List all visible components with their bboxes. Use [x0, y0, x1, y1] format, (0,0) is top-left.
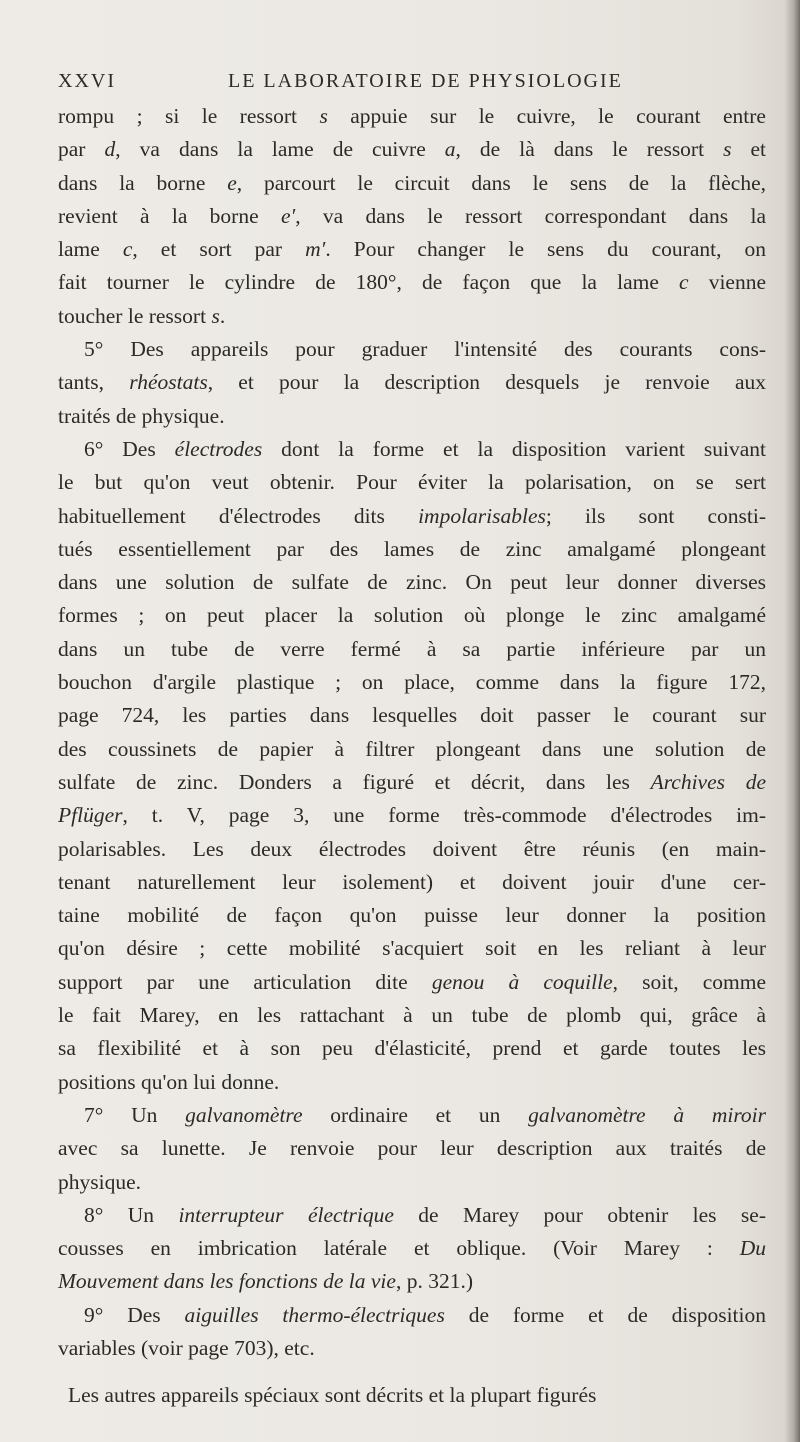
text-line [58, 566, 766, 599]
text-segment: tants, [58, 370, 130, 395]
running-title: LE LABORATOIRE DE PHYSIOLOGIE [228, 70, 623, 92]
italic-text: e [227, 170, 237, 195]
text-line [58, 633, 766, 666]
text-line [58, 1099, 766, 1132]
text-line [58, 1032, 766, 1065]
text-segment: cousses en imbrication latérale et oblique. (Voir Marey : [58, 1236, 740, 1261]
italic-text: genou à coquille [431, 969, 613, 994]
text-line [58, 1332, 766, 1365]
text-line [58, 233, 766, 266]
page-header [58, 70, 758, 100]
text-line [58, 666, 766, 699]
text-segment: , parcourt le circuit dans le sens de la flèche, [236, 170, 766, 195]
italic-text: c [679, 270, 689, 295]
text-line [58, 133, 766, 166]
text-segment: Les autres appareils spéciaux sont décrits et la plupart figurés [68, 1383, 597, 1408]
italic-text: s [211, 303, 220, 328]
text-line [58, 1379, 766, 1412]
text-segment: , va dans la lame de cuivre [115, 137, 445, 162]
italic-text: interrupteur électrique [178, 1202, 394, 1227]
text-line [58, 766, 766, 799]
text-line [58, 1132, 766, 1165]
italic-text: impolarisables [418, 503, 546, 528]
text-segment: ordinaire et un [302, 1102, 529, 1127]
text-segment: , de là dans le ressort [455, 137, 724, 162]
text-segment: , va dans le ressort correspondant dans la [295, 203, 766, 228]
text-line [58, 799, 766, 832]
italic-text: e′ [280, 203, 296, 228]
text-segment: traités de physique. [58, 403, 225, 428]
text-segment: 6° Des [84, 436, 175, 461]
text-line [58, 1265, 766, 1298]
text-line [58, 999, 766, 1032]
text-segment: , soit, comme [612, 969, 766, 994]
italic-text: galvanomètre [185, 1102, 303, 1127]
text-segment: toucher le ressort [58, 303, 212, 328]
text-line [58, 833, 766, 866]
italic-text: aiguilles thermo-électriques [184, 1302, 445, 1327]
text-segment: le but qu'on veut obtenir. Pour éviter la polarisation, on se sert [58, 470, 766, 495]
text-segment: 7° Un [84, 1102, 186, 1127]
text-line [58, 899, 766, 932]
text-line [58, 400, 766, 433]
text-segment: bouchon d'argile plastique ; on place, comme dans la figure 172, [58, 670, 766, 695]
body-text [58, 100, 766, 1413]
text-segment: rompu ; si le ressort [58, 104, 320, 128]
text-segment: 8° Un [84, 1202, 179, 1227]
text-segment: vienne [688, 270, 767, 295]
text-segment: 9° Des [84, 1302, 185, 1327]
text-line [58, 500, 766, 533]
text-segment: dans la borne [58, 170, 228, 195]
text-segment: appuie sur le cuivre, le courant entre [327, 104, 766, 128]
italic-text: s [319, 104, 328, 128]
text-line [58, 300, 766, 333]
page-edge-shadow [784, 0, 800, 1442]
text-segment: sa flexibilité et à son peu d'élasticité, prend et garde toutes les [58, 1036, 766, 1061]
text-line [58, 533, 766, 566]
text-line [58, 266, 766, 299]
text-line [58, 466, 766, 499]
text-line [58, 1299, 766, 1332]
italic-text: Du [739, 1236, 766, 1261]
text-segment: . Pour changer le sens du courant, on [325, 237, 766, 262]
text-line [58, 1166, 766, 1199]
text-segment: et [731, 137, 767, 162]
text-segment: variables (voir page 703), etc. [58, 1335, 315, 1360]
text-segment: fait tourner le cylindre de 180°, de façon que la lame [58, 270, 680, 295]
text-segment: polarisables. Les deux électrodes doivent être réunis (en main- [58, 836, 766, 861]
text-segment: , et pour la description desquels je renvoie aux [207, 370, 767, 395]
text-segment: , p. 321.) [395, 1269, 473, 1294]
text-line [58, 932, 766, 965]
text-line [58, 699, 766, 732]
text-line [58, 100, 766, 133]
text-line [58, 599, 766, 632]
text-segment: positions qu'on lui donne. [58, 1069, 280, 1094]
text-line [58, 433, 766, 466]
italic-text: électrodes [174, 436, 263, 461]
text-segment: sulfate de zinc. Donders a figuré et décrit, dans les [58, 769, 651, 794]
text-segment: habituellement d'électrodes dits [58, 503, 419, 528]
text-segment: page 724, les parties dans lesquelles doit passer le courant sur [58, 703, 766, 728]
text-line [58, 200, 766, 233]
text-segment: physique. [58, 1169, 142, 1194]
text-segment: , t. V, page 3, une forme très-commode d'électrodes im- [122, 803, 766, 828]
text-segment: taine mobilité de façon qu'on puisse leur donner la position [58, 903, 766, 928]
italic-text: c [122, 237, 133, 262]
text-line [58, 733, 766, 766]
text-segment: dans un tube de verre fermé à sa partie inférieure par un [58, 636, 766, 661]
text-segment: le fait Marey, en les rattachant à un tube de plomb qui, grâce à [58, 1003, 766, 1028]
text-segment: revient à la borne [58, 203, 281, 228]
text-segment: lame [58, 237, 123, 262]
text-segment: support par une articulation dite [58, 969, 432, 994]
italic-text: rhéostats [129, 370, 208, 395]
text-segment: qu'on désire ; cette mobilité s'acquiert soit en les reliant à leur [58, 936, 766, 961]
text-segment: dans une solution de sulfate de zinc. On peut leur donner diverses [58, 570, 766, 595]
text-line [58, 866, 766, 899]
text-segment: tués essentiellement par des lames de zinc amalgamé plongeant [58, 536, 766, 561]
page-number: XXVI [58, 70, 116, 92]
text-line [58, 966, 766, 999]
italic-text: a [444, 137, 456, 162]
italic-text: Archives de [650, 769, 767, 794]
text-segment: dont la forme et la disposition varient suivant [262, 436, 766, 461]
italic-text: s [723, 137, 732, 162]
text-segment: tenant naturellement leur isolement) et doivent jouir d'une cer- [58, 869, 766, 894]
text-segment: des coussinets de papier à filtrer plongeant dans une solution de [58, 736, 766, 761]
text-line [58, 333, 766, 366]
text-segment: de forme et de disposition [444, 1302, 766, 1327]
text-segment: . [219, 303, 226, 328]
text-segment: 5° Des appareils pour graduer l'intensité des courants cons- [84, 337, 766, 362]
text-segment: avec sa lunette. Je renvoie pour leur description aux traités de [58, 1136, 766, 1161]
text-segment: , et sort par [132, 237, 306, 262]
text-segment: par [58, 137, 105, 162]
text-line [58, 1199, 766, 1232]
text-line [58, 167, 766, 200]
text-line [58, 1066, 766, 1099]
italic-text: Mouvement dans les fonctions de la vie [58, 1269, 396, 1294]
italic-text: Pflüger [58, 803, 123, 828]
text-segment: formes ; on peut placer la solution où plonge le zinc amalgamé [58, 603, 766, 628]
italic-text: m′ [305, 237, 326, 262]
text-segment: ; ils sont consti- [545, 503, 766, 528]
text-segment: de Marey pour obtenir les se- [393, 1202, 766, 1227]
text-line [58, 366, 766, 399]
italic-text: galvanomètre à miroir [528, 1102, 766, 1127]
text-line [58, 1232, 766, 1265]
italic-text: d [104, 137, 116, 162]
